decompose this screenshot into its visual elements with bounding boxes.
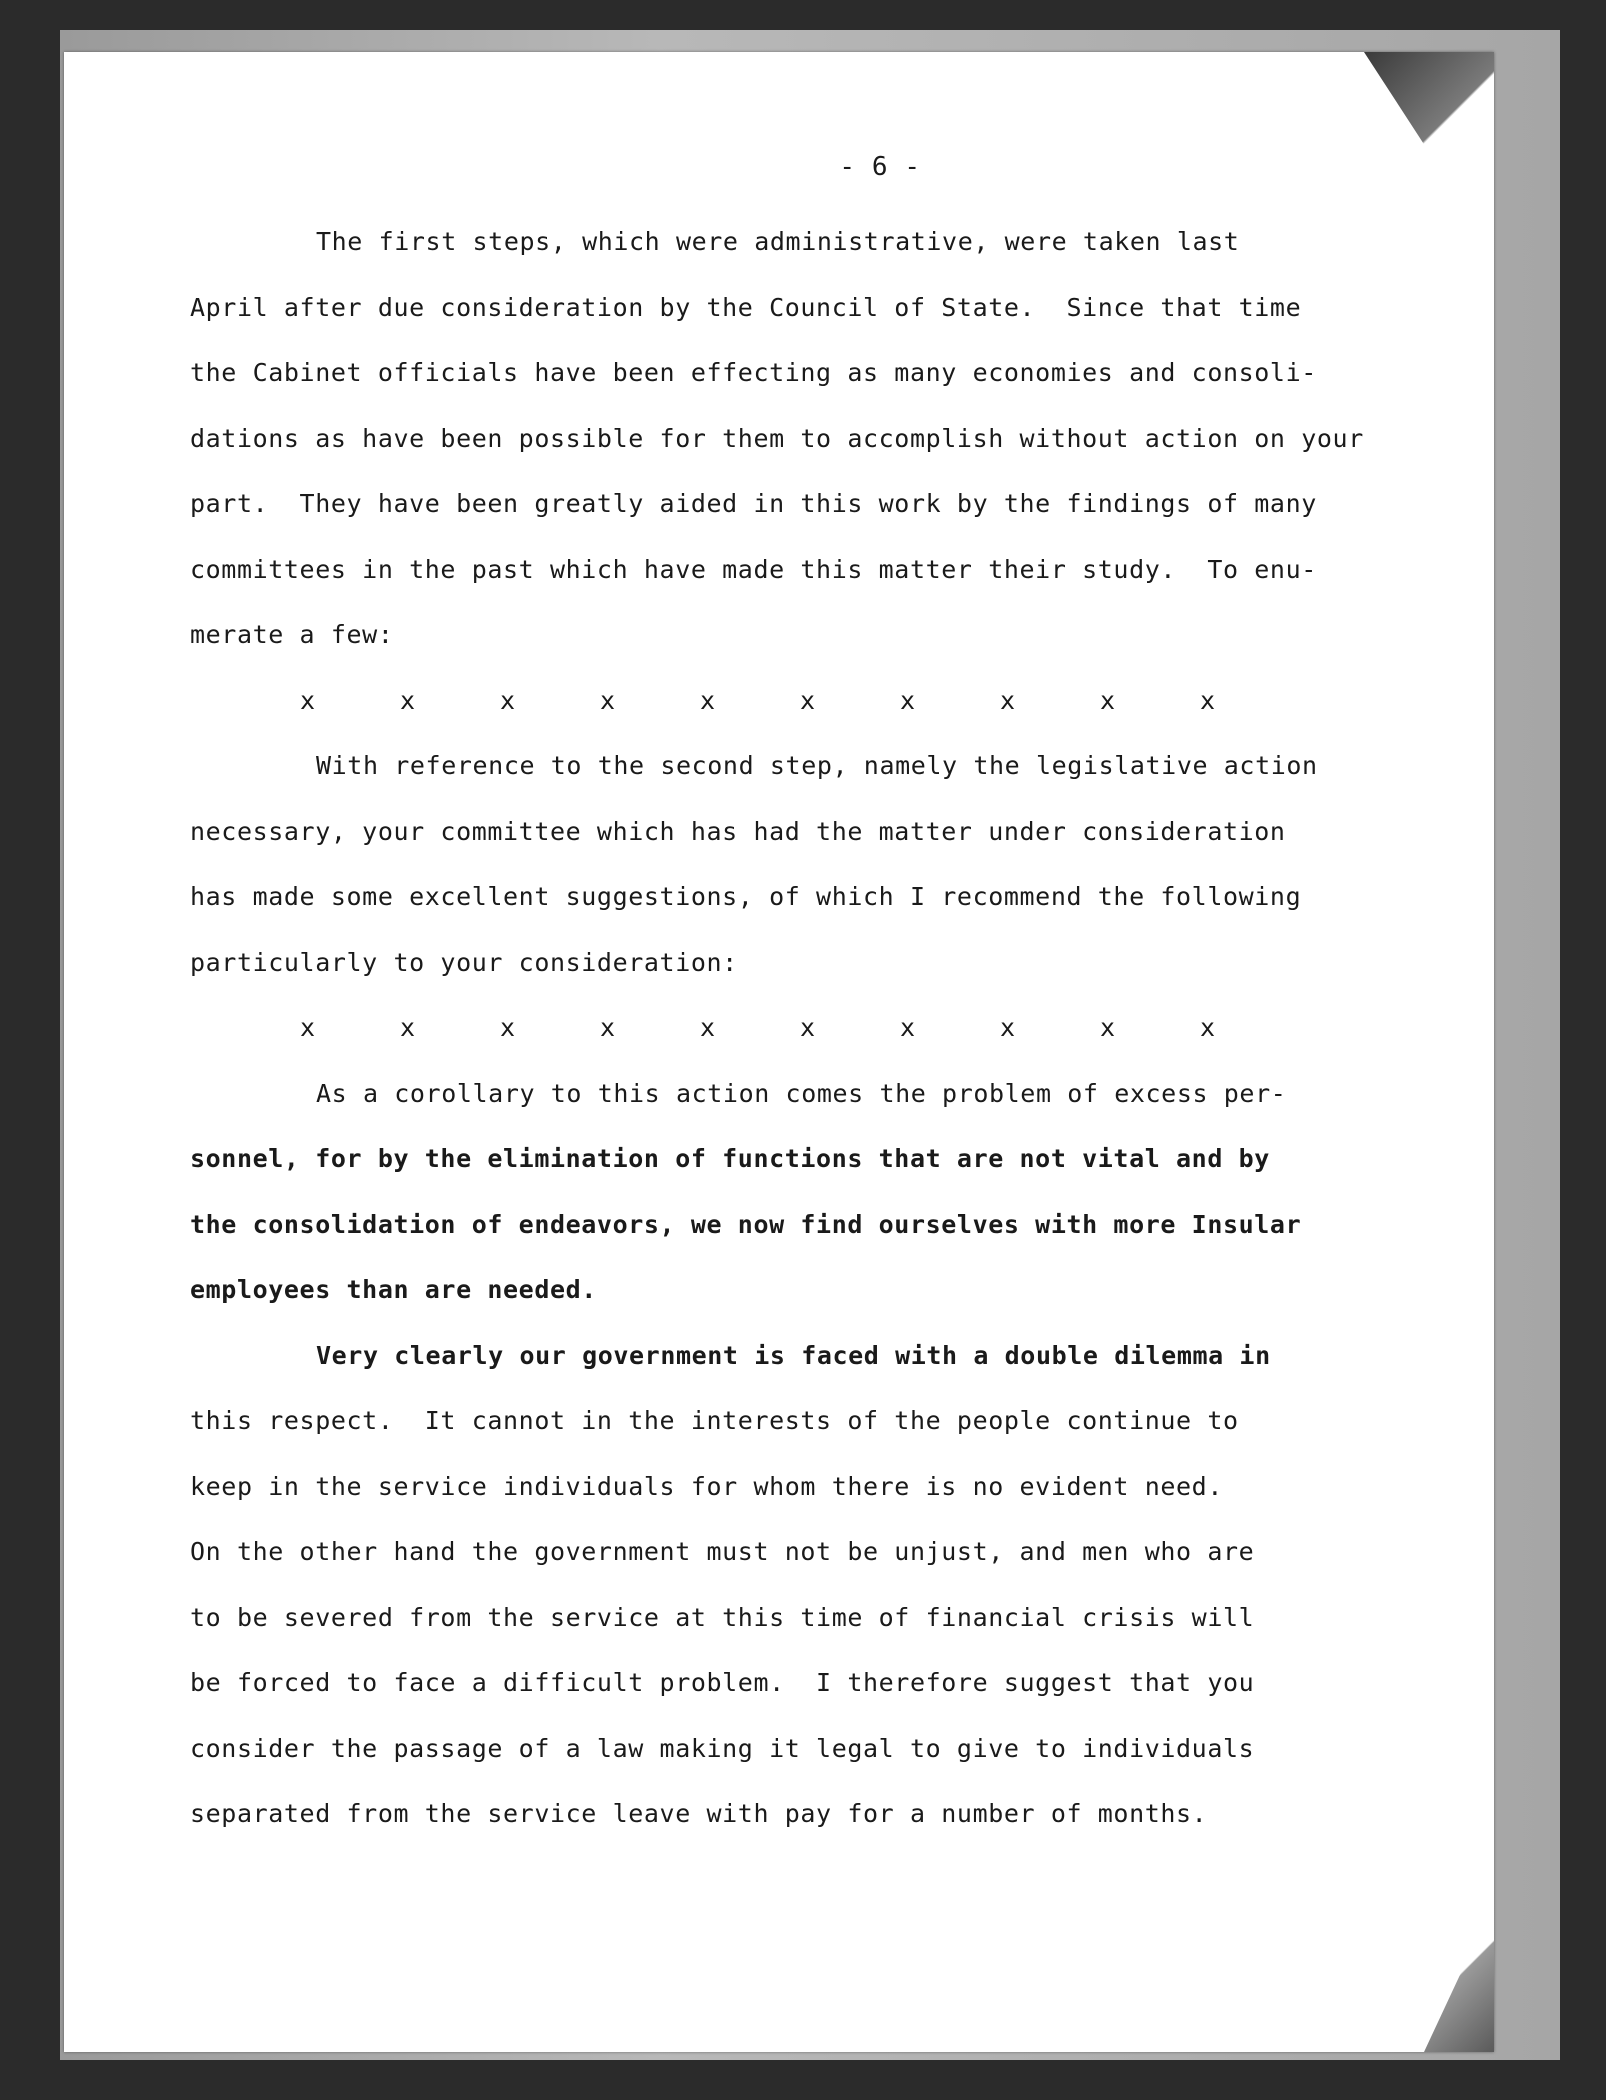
text-line: necessary, your committee which has had the matter under consideration (190, 816, 1286, 846)
text-line: the Cabinet officials have been effecting as many economies and consoli- (190, 358, 1317, 387)
text-line: As a corollary to this action comes the problem of excess per- (316, 1078, 1287, 1108)
text-line: be forced to face a difficult problem. I therefore suggest that you (190, 1668, 1255, 1697)
text-line: keep in the service individuals for whom there is no evident need. (190, 1471, 1223, 1501)
text-line: the consolidation of endeavors, we now find ourselves with more Insular (190, 1209, 1302, 1239)
text-line: particularly to your consideration: (190, 947, 738, 977)
text-line: On the other hand the government must not be unjust, and men who are (190, 1537, 1255, 1566)
text-line: Very clearly our government is faced with a double dilemma in (316, 1340, 1271, 1370)
omission-mark: x (800, 1013, 816, 1043)
omission-mark: x (400, 1013, 416, 1043)
text-line: separated from the service leave with pay for a number of months. (190, 1799, 1208, 1828)
page-number: - 6 - (839, 152, 921, 182)
text-line: to be severed from the service at this time of financial crisis will (190, 1602, 1255, 1632)
text-line: part. They have been greatly aided in this work by the findings of many (190, 489, 1317, 518)
omission-mark: x (700, 685, 716, 715)
omission-marks-row (190, 995, 1300, 1061)
text-line: sonnel, for by the elimination of functions that are not vital and by (190, 1144, 1270, 1173)
omission-mark: x (300, 1013, 316, 1043)
omission-marks-row (190, 668, 1300, 734)
omission-mark: x (1100, 685, 1116, 715)
text-line: has made some excellent suggestions, of which I recommend the following (190, 882, 1302, 911)
omission-mark: x (900, 685, 916, 715)
omission-mark: x (900, 1013, 916, 1043)
text-line: The first steps, which were administrative, were taken last (316, 227, 1240, 256)
text-line: committees in the past which have made this matter their study. To enu- (190, 554, 1317, 584)
paragraph-first-steps (190, 209, 1470, 668)
omission-mark: x (1000, 1013, 1016, 1043)
omission-mark: x (500, 685, 516, 715)
text-line: April after due consideration by the Council of State. Since that time (190, 292, 1302, 322)
omission-mark: x (700, 1013, 716, 1043)
omission-mark: x (800, 685, 816, 715)
omission-mark: x (600, 685, 616, 715)
omission-mark: x (500, 1013, 516, 1043)
omission-mark: x (1200, 1013, 1216, 1043)
omission-mark: x (1200, 685, 1216, 715)
omission-mark: x (400, 685, 416, 715)
text-line: With reference to the second step, namely the legislative action (316, 751, 1318, 780)
text-line: dations as have been possible for them to accomplish without action on your (190, 423, 1364, 453)
paragraph-excess-personnel (190, 1061, 1470, 1323)
typed-text-body (190, 147, 1470, 1847)
text-line: merate a few: (190, 620, 394, 649)
text-line: consider the passage of a law making it legal to give to individuals (190, 1733, 1255, 1763)
paragraph-second-step (190, 733, 1470, 995)
omission-mark: x (300, 685, 316, 715)
text-line: employees than are needed. (190, 1275, 597, 1304)
omission-mark: x (600, 1013, 616, 1043)
omission-mark: x (1000, 685, 1016, 715)
text-line: this respect. It cannot in the interests of the people continue to (190, 1406, 1239, 1435)
paragraph-double-dilemma (190, 1323, 1470, 1847)
document-page (64, 52, 1494, 2052)
folded-corner-bottom (1424, 1902, 1494, 2052)
omission-mark: x (1100, 1013, 1116, 1043)
